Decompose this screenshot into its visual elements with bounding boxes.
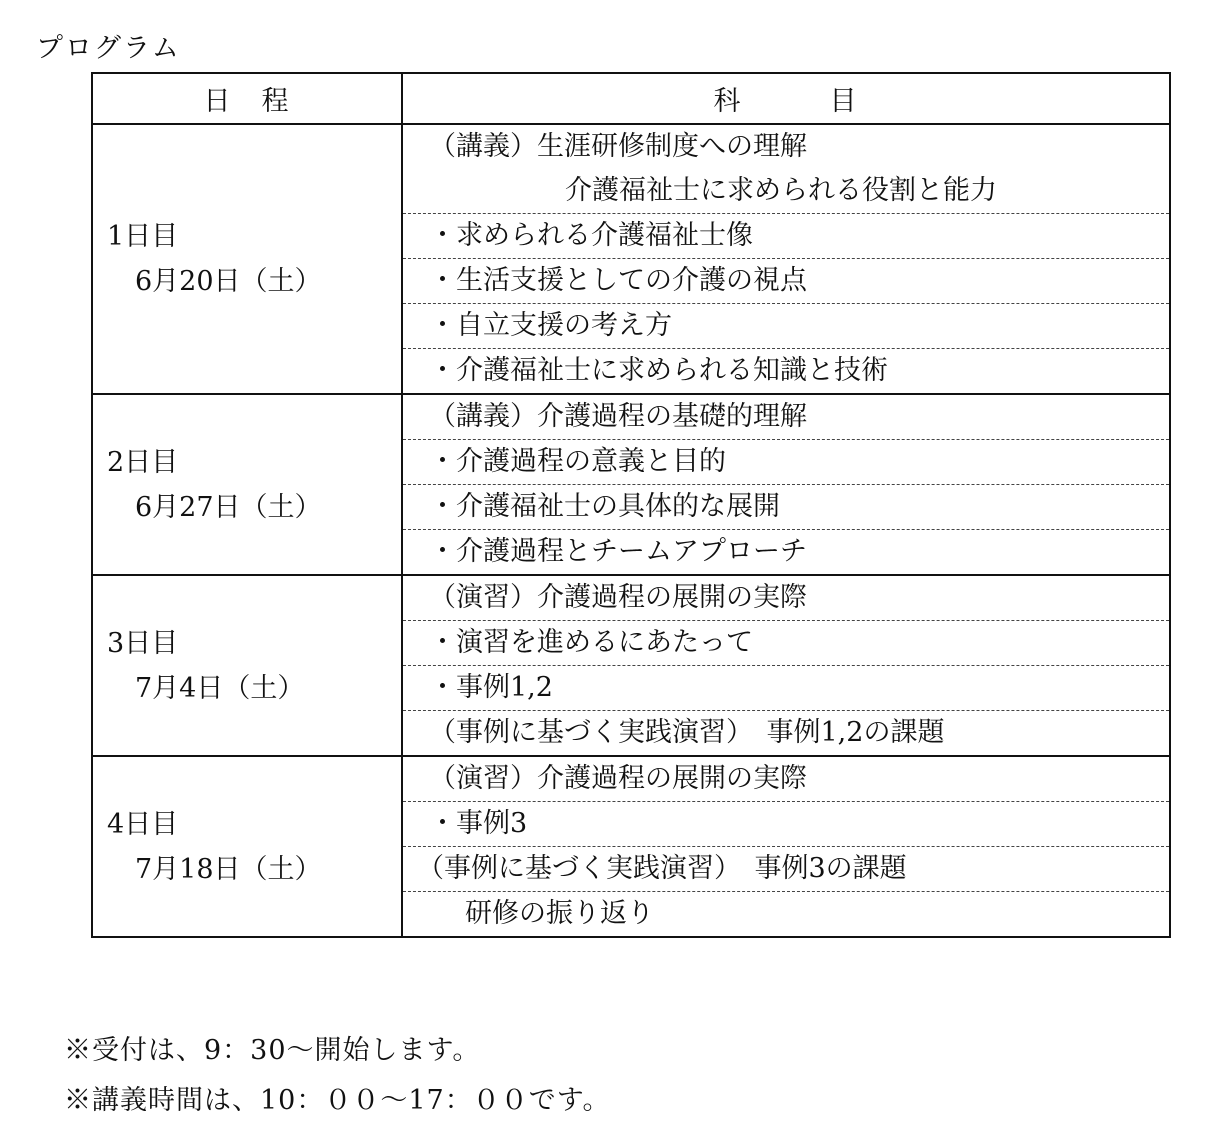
- day-date: 7月18日（土）: [135, 853, 322, 885]
- subject-line: （事例に基づく実践演習） 事例1,2の課題: [429, 717, 945, 748]
- table-row: [92, 575, 1170, 621]
- note-lecture-time: ※講義時間は、10：００～17：００です。: [64, 1085, 611, 1116]
- subject-line: 介護福祉士に求められる役割と能力: [565, 175, 997, 206]
- subject-line: （事例に基づく実践演習） 事例3の課題: [417, 853, 907, 884]
- subject-line: ・介護福祉士の具体的な展開: [429, 491, 780, 522]
- subject-item: [402, 485, 1170, 530]
- subject-line: （演習）介護過程の展開の実際: [429, 763, 807, 794]
- header-subject: 科 目: [402, 73, 1170, 124]
- subject-line: ・自立支援の考え方: [429, 310, 672, 341]
- subject-item: [402, 575, 1170, 621]
- subject-item: [402, 756, 1170, 802]
- subject-item: [402, 666, 1170, 711]
- subject-item: [402, 394, 1170, 440]
- day-cell: [92, 575, 402, 756]
- subject-item: [402, 892, 1170, 938]
- subject-item: [402, 530, 1170, 576]
- subject-line: （講義）生涯研修制度への理解: [429, 131, 807, 162]
- subject-line: 研修の振り返り: [465, 898, 654, 929]
- subject-line: ・介護過程の意義と目的: [429, 446, 726, 477]
- program-table: [91, 72, 1171, 938]
- subject-item: [402, 711, 1170, 757]
- table-header-row: [92, 73, 1170, 124]
- table-row: [92, 756, 1170, 802]
- day-label: 1日目: [107, 221, 179, 252]
- table-row: [92, 124, 1170, 214]
- page-title: プログラム: [36, 33, 181, 64]
- table-row: [92, 394, 1170, 440]
- day-date: 7月4日（土）: [135, 672, 305, 704]
- subject-line: ・求められる介護福祉士像: [429, 220, 753, 251]
- day-cell: [92, 756, 402, 937]
- subject-item: [402, 847, 1170, 892]
- subject-line: ・事例1,2: [429, 672, 553, 703]
- subject-item: [402, 214, 1170, 259]
- subject-item: [402, 440, 1170, 485]
- subject-line: （講義）介護過程の基礎的理解: [429, 401, 807, 432]
- day-label: 2日目: [107, 446, 179, 478]
- day-label: 4日目: [107, 808, 179, 840]
- day-date: 6月27日（土）: [135, 491, 322, 523]
- subject-line: （演習）介護過程の展開の実際: [429, 582, 807, 613]
- subject-line: ・生活支援としての介護の視点: [429, 265, 807, 296]
- day-cell: [92, 394, 402, 575]
- day-label: 3日目: [107, 627, 179, 659]
- note-reception-time: ※受付は、9：30～開始します。: [64, 1035, 481, 1066]
- subject-item: [402, 349, 1170, 395]
- subject-item: [402, 124, 1170, 214]
- day-cell: [92, 124, 402, 394]
- subject-item: [402, 802, 1170, 847]
- subject-line: ・事例3: [429, 808, 528, 839]
- subject-line: ・演習を進めるにあたって: [429, 627, 753, 658]
- header-date: 日 程: [92, 73, 402, 124]
- day-date: 6月20日（土）: [135, 266, 322, 297]
- subject-line: ・介護福祉士に求められる知識と技術: [429, 355, 888, 386]
- subject-line: ・介護過程とチームアプローチ: [429, 536, 807, 567]
- subject-item: [402, 621, 1170, 666]
- subject-item: [402, 304, 1170, 349]
- subject-item: [402, 259, 1170, 304]
